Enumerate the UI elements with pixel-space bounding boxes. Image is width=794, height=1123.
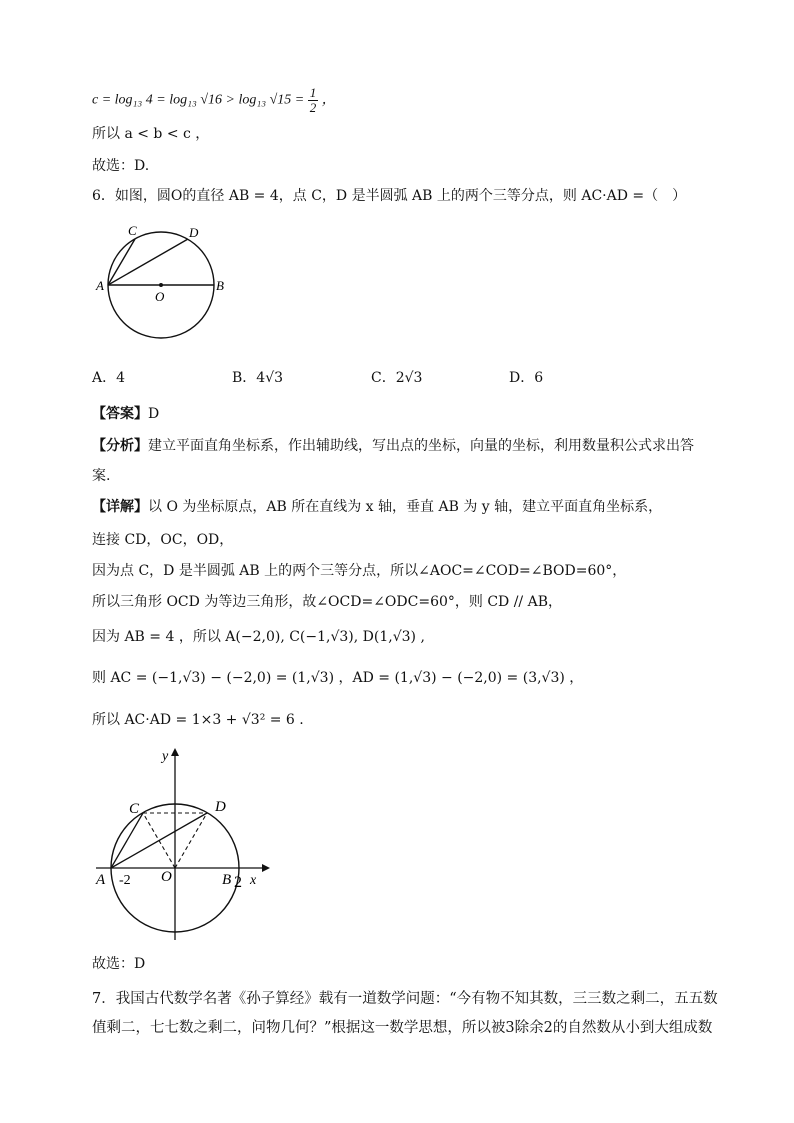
prev-choice-line: 故选：D. — [92, 158, 150, 174]
label-neg2: -2 — [119, 873, 131, 888]
label-d: D — [189, 225, 199, 240]
conclusion-line: 所以 a < b < c ， — [92, 126, 210, 142]
detail-line-2: 连接 CD，OC，OD， — [92, 532, 234, 548]
label-c: C — [129, 801, 140, 817]
detail-text-1: 以 O 为坐标原点，AB 所在直线为 x 轴，垂直 AB 为 y 轴，建立平面直角坐标系， — [148, 499, 663, 515]
detail-line-3: 因为点 C，D 是半圆弧 AB 上的两个三等分点，所以∠AOC=∠COD=∠BOD=60°， — [92, 563, 627, 579]
label-d: D — [215, 799, 226, 815]
label-b: B — [222, 872, 232, 888]
label-x: x — [250, 873, 257, 888]
q7-line-2: 值剩二，七七数之剩二，问物几何？”根据这一数学思想，所以被3除余2的自然数从小到大组成数 — [92, 1020, 713, 1036]
option-d: D．6 — [509, 370, 544, 386]
label-o: O — [155, 289, 165, 304]
fraction-denominator: 2 — [309, 100, 317, 115]
analysis-line-2: 案. — [92, 468, 111, 484]
option-c: C．2√3 — [371, 370, 423, 386]
detail-line-4: 所以三角形 OCD 为等边三角形，故∠OCD=∠ODC=60°，则 CD // AB， — [92, 594, 562, 610]
segment-oc — [143, 813, 175, 868]
y-axis-arrow — [171, 748, 179, 756]
answer-tag: 【答案】 — [92, 406, 148, 422]
one-half-fraction — [308, 86, 319, 115]
detail-line-1 — [92, 497, 662, 517]
label-2: 2 — [234, 874, 242, 891]
option-a: A．4 — [92, 370, 126, 386]
center-dot — [159, 283, 163, 287]
label-c: C — [128, 223, 137, 238]
x-axis-arrow — [262, 864, 270, 872]
label-a: A — [96, 872, 106, 888]
segment-od — [175, 813, 207, 868]
analysis-text: 建立平面直角坐标系，作出辅助线，写出点的坐标，向量的坐标，利用数量积公式求出答 — [148, 438, 694, 454]
chord-ad — [108, 239, 188, 285]
q6-stem: 6．如图，圆O的直径 AB = 4，点 C，D 是半圆弧 AB 上的两个三等分点，则 AC·AD =（ ） — [92, 188, 687, 204]
detail-line-5: 因为 AB = 4 ，所以 A(−2,0), C(−1,√3), D(1,√3) , — [92, 629, 425, 645]
answer-line — [92, 404, 159, 424]
label-y: y — [162, 749, 169, 764]
answer-value: D — [148, 406, 160, 422]
q7-line-1: 7．我国古代数学名著《孙子算经》载有一道数学问题：“今有物不知其数，三三数之剩二，五五数 — [92, 991, 718, 1007]
fraction-numerator: 1 — [309, 85, 317, 100]
detail-line-6: 则 AC = (−1,√3) − (−2,0) = (1,√3) ，AD = (1,√3) − (−2,0) = (3,√3) ， — [92, 670, 584, 686]
label-a: A — [96, 278, 104, 293]
fraction-tail: ， — [321, 92, 336, 108]
coordinate-figure — [92, 744, 272, 944]
chord-ac — [108, 239, 135, 285]
label-o: O — [161, 869, 172, 885]
analysis-line — [92, 436, 694, 456]
segment-ac — [111, 813, 143, 868]
log-comparison-line — [92, 86, 336, 115]
label-b: B — [216, 278, 224, 293]
log-expression: c = log₁₃ 4 = log₁₃ √16 > log₁₃ √15 = — [92, 92, 305, 108]
analysis-tag: 【分析】 — [92, 438, 148, 454]
final-choice-line: 故选：D — [92, 956, 146, 972]
detail-tag: 【详解】 — [92, 499, 148, 515]
option-b: B．4√3 — [232, 370, 284, 386]
circle-figure — [92, 218, 242, 363]
detail-line-7: 所以 AC·AD = 1×3 + √3² = 6 . — [92, 712, 304, 728]
